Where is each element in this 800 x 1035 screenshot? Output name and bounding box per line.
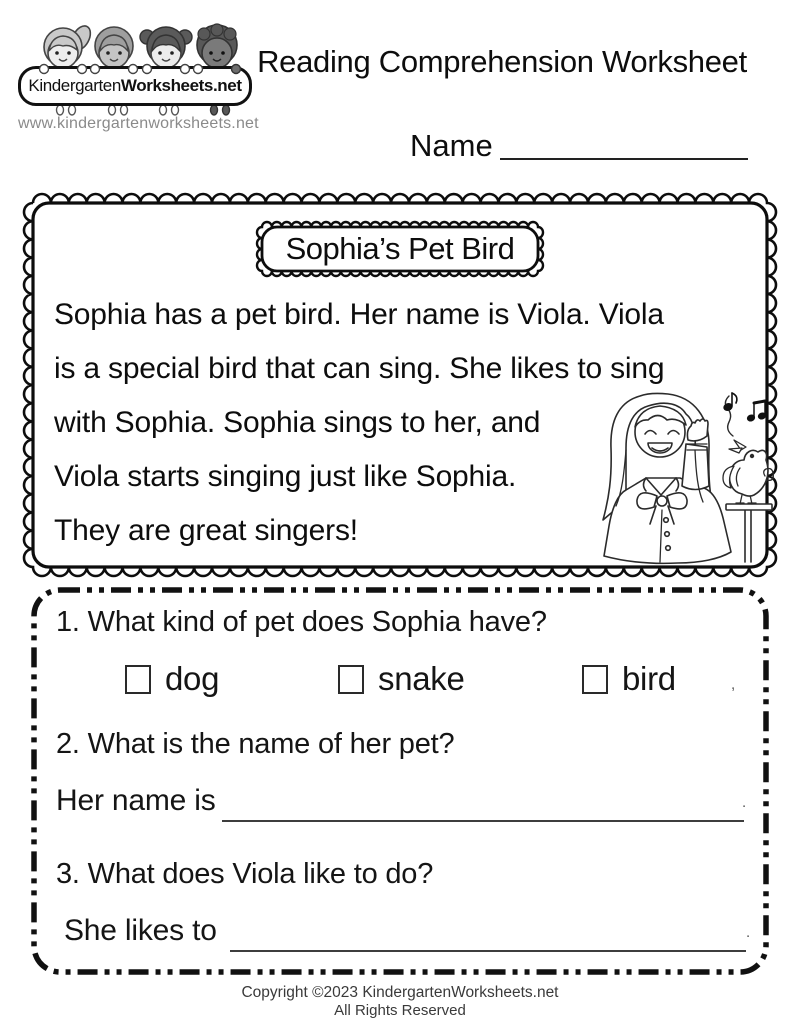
footer	[0, 983, 800, 1020]
story-title-badge	[254, 218, 546, 280]
kindergartenworksheets-logo	[18, 18, 263, 143]
questions-box	[30, 586, 770, 976]
story-line: Viola starts singing just like Sophia.	[54, 460, 517, 493]
question-1: 1. What kind of pet does Sophia have?	[56, 606, 547, 638]
option-bird	[582, 660, 676, 698]
answer-3-blank-line[interactable]	[230, 916, 746, 952]
logo-brand-bold: Worksheets.net	[120, 76, 242, 95]
copyright-text: Copyright ©2023 KindergartenWorksheets.net	[241, 984, 559, 1001]
kids-hands-icon	[26, 62, 248, 78]
music-notes-icon	[723, 393, 766, 422]
story-line: with Sophia. Sophia sings to her, and	[54, 406, 541, 439]
question-3: 3. What does Viola like to do?	[56, 858, 434, 890]
site-url: www.kindergartenworksheets.net	[18, 115, 259, 132]
story-line: They are great singers!	[54, 514, 358, 547]
answer-2-prefix: Her name is	[56, 784, 216, 817]
stray-mark: .	[742, 794, 747, 811]
name-row	[410, 128, 750, 166]
option-snake-label: snake	[378, 660, 465, 697]
question-2: 2. What is the name of her pet?	[56, 728, 455, 760]
checkbox-snake[interactable]	[338, 665, 364, 694]
checkbox-bird[interactable]	[582, 665, 608, 694]
answer-2-blank-line[interactable]	[222, 786, 747, 822]
story-text	[54, 288, 664, 558]
name-label: Name	[410, 128, 493, 163]
page-title: Reading Comprehension Worksheet	[257, 44, 747, 79]
option-dog	[125, 660, 219, 698]
story-title: Sophia’s Pet Bird	[285, 231, 515, 266]
question-1-options	[30, 660, 770, 700]
rights-text: All Rights Reserved	[334, 1002, 466, 1019]
option-snake	[338, 660, 465, 698]
logo-brand-regular: Kindergarten	[28, 76, 121, 95]
name-blank-line[interactable]	[500, 126, 748, 160]
option-dog-label: dog	[165, 660, 220, 697]
option-bird-label: bird	[622, 660, 676, 697]
checkbox-dog[interactable]	[125, 665, 151, 694]
stray-mark: ,	[731, 676, 736, 693]
story-line: Sophia has a pet bird. Her name is Viola. Viola	[54, 298, 664, 331]
story-line: is a special bird that can sing. She likes to sing	[54, 352, 665, 385]
stray-mark: .	[746, 924, 751, 941]
story-box	[22, 192, 778, 578]
girl-listening-to-bird-illustration	[582, 390, 778, 566]
kids-feet-icon	[18, 104, 252, 118]
answer-3-prefix: She likes to	[64, 914, 217, 947]
